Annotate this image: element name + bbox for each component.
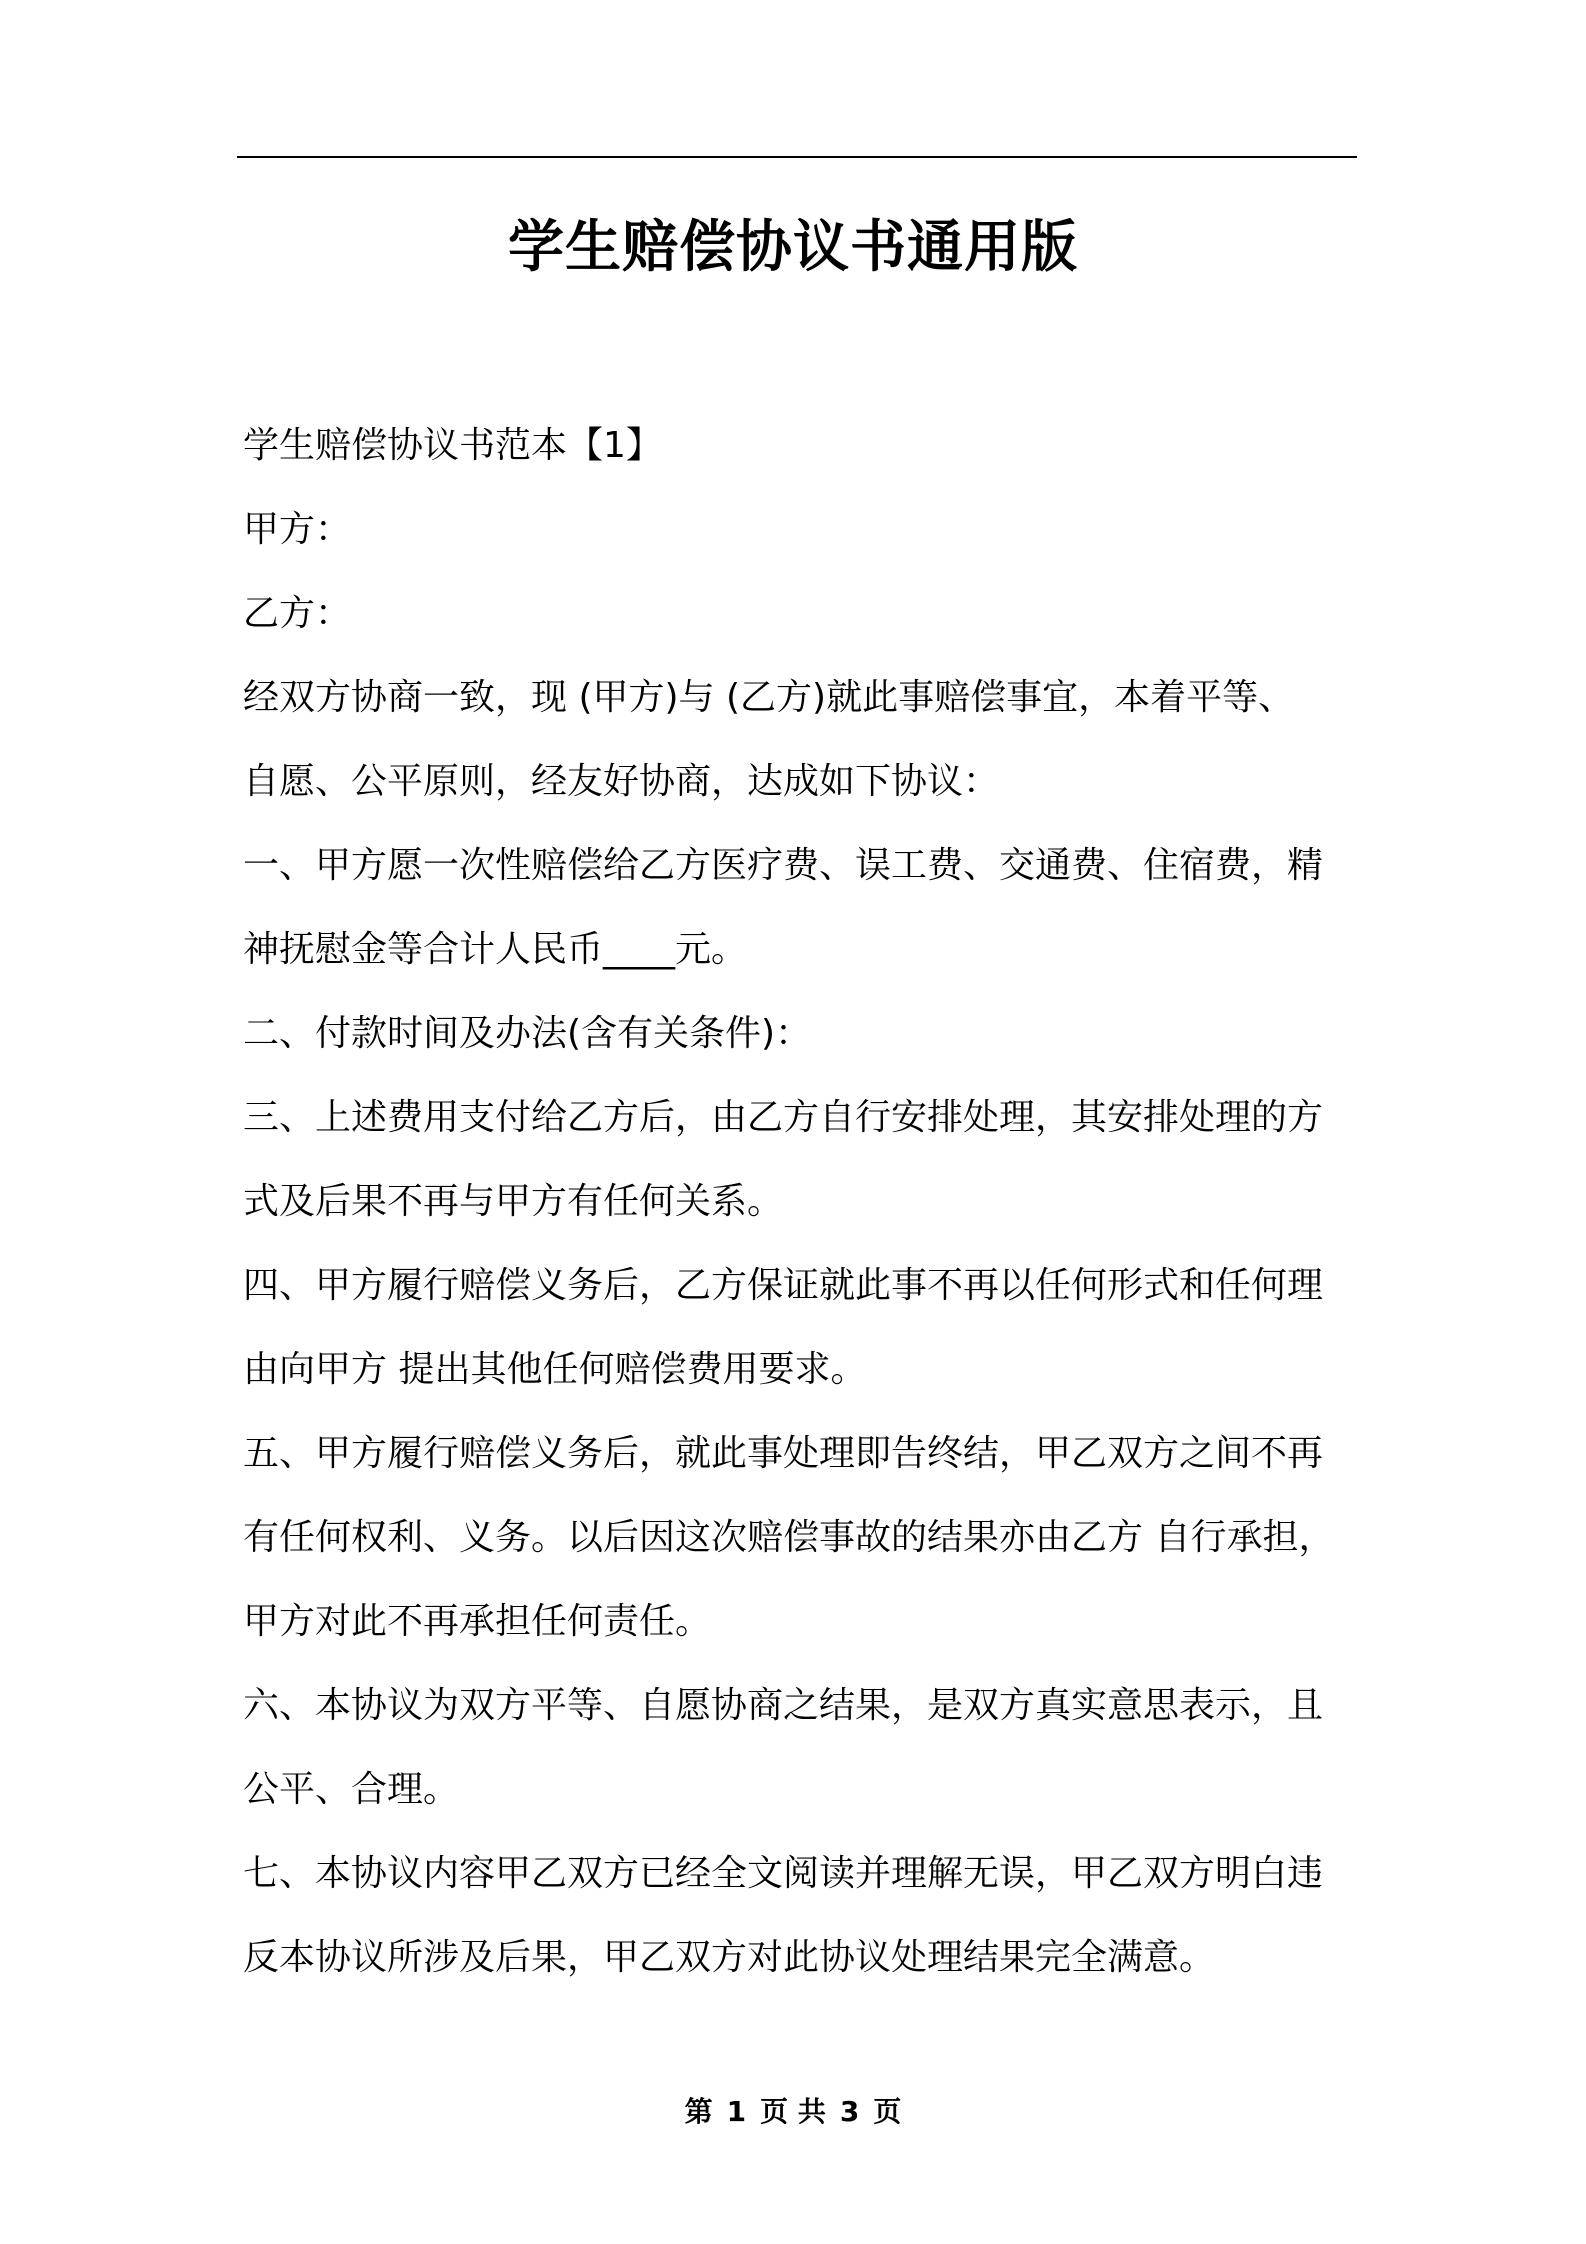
body-line: 三、上述费用支付给乙方后，由乙方自行安排处理，其安排处理的方 (243, 1097, 1324, 1138)
footer-prefix: 第 (684, 2095, 713, 2128)
body-line: 反本协议所涉及后果，甲乙双方对此协议处理结果完全满意。 (243, 1937, 1216, 1978)
footer-total-pages: 3 (839, 2095, 860, 2128)
body-line: 四、甲方履行赔偿义务后，乙方保证就此事不再以任何形式和任何理 (243, 1265, 1324, 1306)
body-line: 二、付款时间及办法(含有关条件)： (243, 1013, 812, 1054)
body-line: 乙方： (243, 593, 352, 634)
body-line: 式及后果不再与甲方有任何关系。 (243, 1181, 784, 1222)
document-title: 学生赔偿协议书通用版 (508, 215, 1078, 280)
body-line: 自愿、公平原则，经友好协商，达成如下协议： (243, 761, 1000, 802)
footer-suffix: 页 (873, 2095, 902, 2128)
body-line: 有任何权利、义务。以后因这次赔偿事故的结果亦由乙方 自行承担， (243, 1517, 1335, 1558)
footer-current-page: 1 (726, 2095, 747, 2128)
body-line: 五、甲方履行赔偿义务后，就此事处理即告终结，甲乙双方之间不再 (243, 1433, 1324, 1474)
body-line: 一、甲方愿一次性赔偿给乙方医疗费、误工费、交通费、住宿费，精 (243, 845, 1324, 886)
body-line: 经双方协商一致，现 (甲方)与 (乙方)就此事赔偿事宜，本着平等、 (243, 677, 1295, 718)
body-line: 学生赔偿协议书范本【1】 (243, 425, 662, 466)
body-line: 六、本协议为双方平等、自愿协商之结果，是双方真实意思表示，且 (243, 1685, 1324, 1726)
body-line: 公平、合理。 (243, 1769, 460, 1810)
document-body (243, 404, 1373, 2000)
page-footer (0, 2092, 1586, 2132)
body-line: 甲方对此不再承担任何责任。 (243, 1601, 712, 1642)
body-line: 七、本协议内容甲乙双方已经全文阅读并理解无误，甲乙双方明白违 (243, 1853, 1324, 1894)
footer-middle: 页 共 (760, 2095, 826, 2128)
body-line: 神抚慰金等合计人民币____元。 (243, 929, 748, 970)
header-rule (237, 156, 1357, 158)
body-line: 甲方： (243, 509, 352, 550)
body-line: 由向甲方 提出其他任何赔偿费用要求。 (243, 1349, 867, 1390)
